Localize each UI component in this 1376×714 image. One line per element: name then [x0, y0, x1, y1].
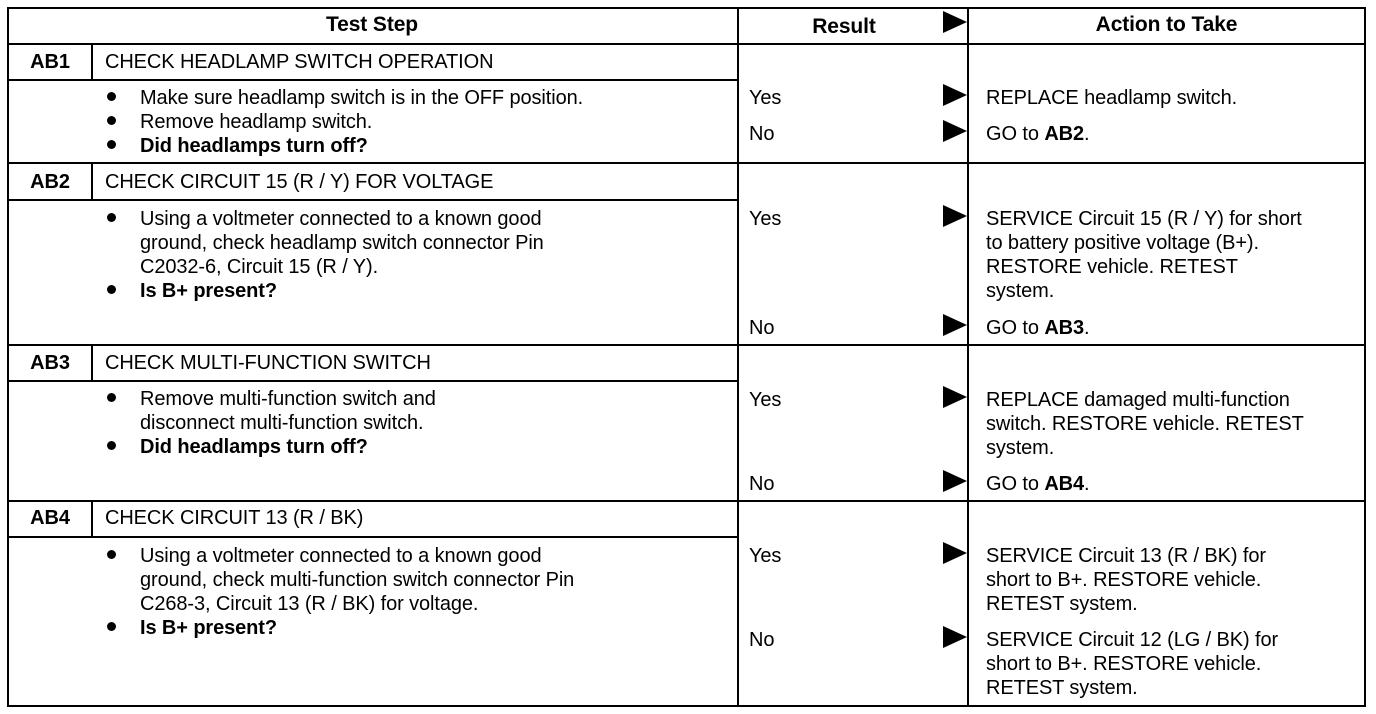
result-yes: Yes: [749, 87, 782, 109]
action-text: system.: [986, 437, 1055, 459]
step-title: CHECK CIRCUIT 15 (R / Y) FOR VOLTAGE: [105, 171, 494, 193]
header-test-step: Test Step: [325, 13, 419, 36]
row-divider: [7, 162, 1366, 164]
action-text: RETEST system.: [986, 677, 1138, 699]
title-divider: [7, 380, 737, 382]
bullet-question: Did headlamps turn off?: [140, 135, 368, 157]
bullet-icon: [107, 441, 116, 450]
bullet-icon: [107, 213, 116, 222]
step-title: CHECK MULTI-FUNCTION SWITCH: [105, 352, 431, 374]
result-no: No: [749, 317, 775, 339]
action-text: GO to AB4.: [986, 473, 1090, 495]
action-text: RESTORE vehicle. RETEST: [986, 256, 1238, 278]
step-code: AB4: [30, 507, 70, 529]
action-text: SERVICE Circuit 13 (R / BK) for: [986, 545, 1266, 567]
result-no: No: [749, 473, 775, 495]
bullet-text: Make sure headlamp switch is in the OFF position.: [140, 87, 584, 109]
step-code: AB3: [30, 352, 70, 374]
action-text: SERVICE Circuit 15 (R / Y) for short: [986, 208, 1302, 230]
bullet-text: C268-3, Circuit 13 (R / BK) for voltage.: [140, 593, 479, 615]
bullet-icon: [107, 285, 116, 294]
bullet-text: ground, check headlamp switch connector Pin: [140, 232, 544, 254]
step-reference: AB2: [1044, 123, 1085, 145]
result-no: No: [749, 123, 775, 145]
bullet-text: Using a voltmeter connected to a known good: [140, 208, 542, 230]
title-divider: [7, 536, 737, 538]
action-text: short to B+. RESTORE vehicle.: [986, 569, 1262, 591]
row-divider: [7, 344, 1366, 346]
action-text: switch. RESTORE vehicle. RETEST: [986, 413, 1304, 435]
header-action: Action to Take: [1095, 13, 1238, 36]
bullet-text: Remove multi-function switch and: [140, 388, 436, 410]
step-code: AB1: [30, 51, 70, 73]
bullet-question: Is B+ present?: [140, 617, 277, 639]
border-right: [1364, 7, 1366, 707]
action-text: RETEST system.: [986, 593, 1138, 615]
bullet-icon: [107, 550, 116, 559]
action-text: GO to AB3.: [986, 317, 1090, 339]
header-divider: [7, 43, 1366, 45]
bullet-icon: [107, 92, 116, 101]
bullet-icon: [107, 140, 116, 149]
arrow-right-icon: [943, 386, 967, 408]
arrow-right-icon: [943, 626, 967, 648]
code-divider: [91, 502, 93, 536]
bullet-text: Using a voltmeter connected to a known good: [140, 545, 542, 567]
title-divider: [7, 199, 737, 201]
row-divider: [7, 500, 1366, 502]
code-divider: [91, 164, 93, 199]
step-code: AB2: [30, 171, 70, 193]
action-text: to battery positive voltage (B+).: [986, 232, 1259, 254]
column-divider-result: [737, 7, 739, 707]
bullet-question: Is B+ present?: [140, 280, 277, 302]
header-arrow-icon: [943, 11, 967, 33]
diagnostic-table: [7, 7, 1366, 707]
bullet-question: Did headlamps turn off?: [140, 436, 368, 458]
step-title: CHECK HEADLAMP SWITCH OPERATION: [105, 51, 494, 73]
column-divider-action: [967, 7, 969, 707]
arrow-right-icon: [943, 542, 967, 564]
bullet-icon: [107, 393, 116, 402]
action-text: SERVICE Circuit 12 (LG / BK) for: [986, 629, 1279, 651]
arrow-right-icon: [943, 84, 967, 106]
bullet-text: disconnect multi-function switch.: [140, 412, 424, 434]
title-divider: [7, 79, 737, 81]
code-divider: [91, 44, 93, 79]
result-yes: Yes: [749, 545, 782, 567]
action-text: REPLACE damaged multi-function: [986, 389, 1290, 411]
code-divider: [91, 346, 93, 380]
bullet-text: C2032-6, Circuit 15 (R / Y).: [140, 256, 379, 278]
result-yes: Yes: [749, 389, 782, 411]
border-bottom: [7, 705, 1366, 707]
action-text: GO to AB2.: [986, 123, 1090, 145]
header-result: Result: [812, 15, 876, 38]
action-text: system.: [986, 280, 1055, 302]
step-reference: AB3: [1044, 317, 1085, 339]
bullet-text: Remove headlamp switch.: [140, 111, 373, 133]
arrow-right-icon: [943, 314, 967, 336]
result-yes: Yes: [749, 208, 782, 230]
arrow-right-icon: [943, 205, 967, 227]
action-text: REPLACE headlamp switch.: [986, 87, 1238, 109]
arrow-right-icon: [943, 470, 967, 492]
action-text: short to B+. RESTORE vehicle.: [986, 653, 1262, 675]
bullet-text: ground, check multi-function switch connector Pin: [140, 569, 575, 591]
bullet-icon: [107, 622, 116, 631]
step-title: CHECK CIRCUIT 13 (R / BK): [105, 507, 364, 529]
border-top: [7, 7, 1366, 9]
arrow-right-icon: [943, 120, 967, 142]
bullet-icon: [107, 116, 116, 125]
result-no: No: [749, 629, 775, 651]
step-reference: AB4: [1044, 473, 1085, 495]
